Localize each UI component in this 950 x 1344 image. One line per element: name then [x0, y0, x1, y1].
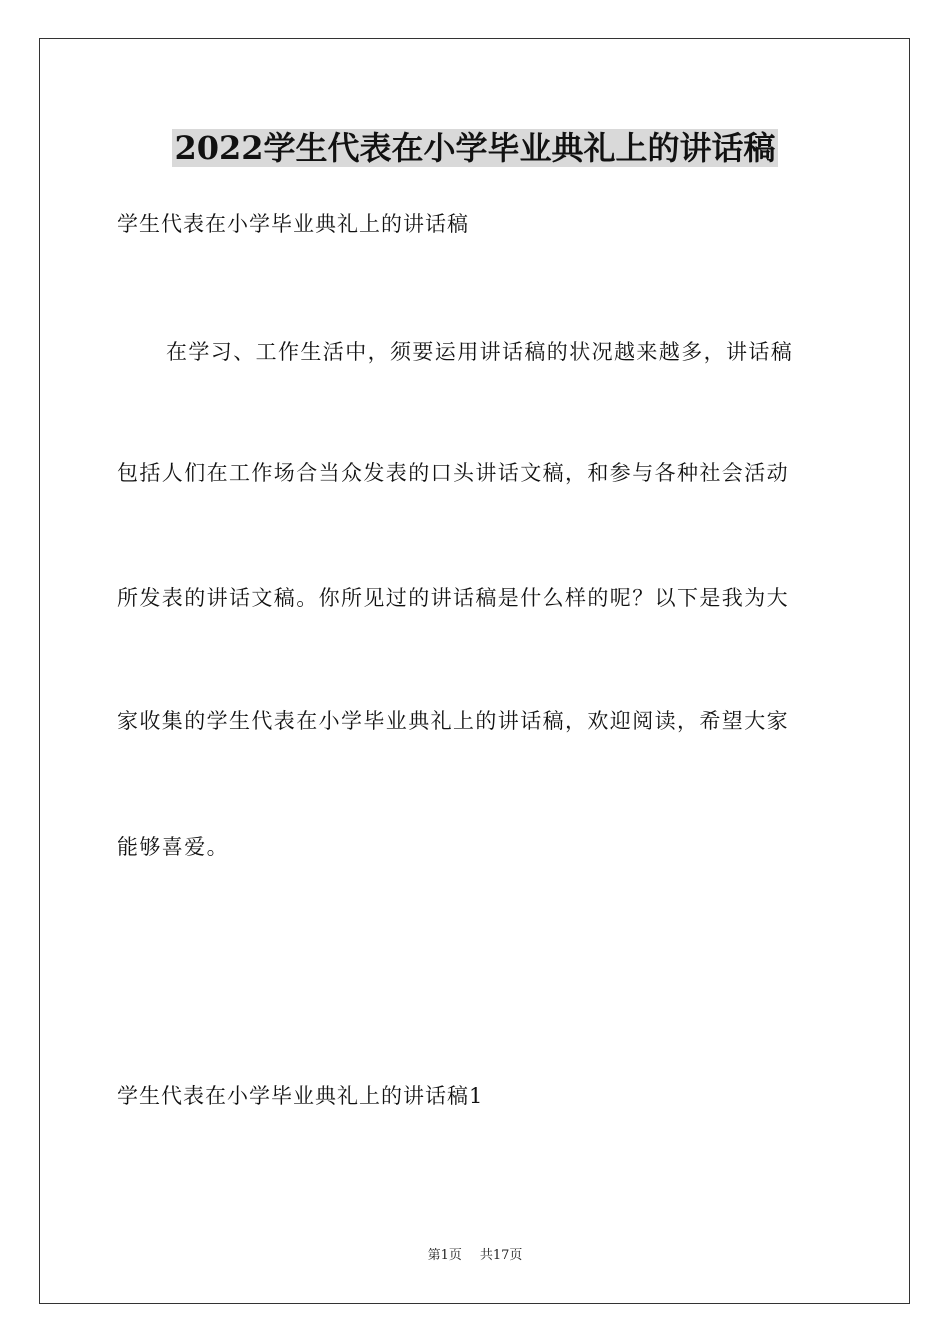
paragraph-line: 包括人们在工作场合当众发表的口头讲话文稿，和参与各种社会活动 [117, 461, 789, 485]
document-title-text: 2022学生代表在小学毕业典礼上的讲话稿 [174, 129, 776, 167]
paragraph-line: 所发表的讲话文稿。你所见过的讲话稿是什么样的呢？以下是我为大 [117, 586, 789, 610]
document-title [0, 126, 950, 170]
section-heading: 学生代表在小学毕业典礼上的讲话稿1 [117, 1084, 484, 1108]
page-footer [0, 1246, 950, 1266]
paragraph-line: 能够喜爱。 [117, 835, 229, 859]
page-number-total: 共17页 [479, 1248, 523, 1263]
paragraph-line: 家收集的学生代表在小学毕业典礼上的讲话稿，欢迎阅读，希望大家 [117, 709, 789, 733]
paragraph-line: 在学习、工作生活中，须要运用讲话稿的状况越来越多，讲话稿 [166, 340, 794, 364]
page-number-current: 第1页 [427, 1248, 462, 1263]
document-subtitle: 学生代表在小学毕业典礼上的讲话稿 [117, 212, 469, 236]
